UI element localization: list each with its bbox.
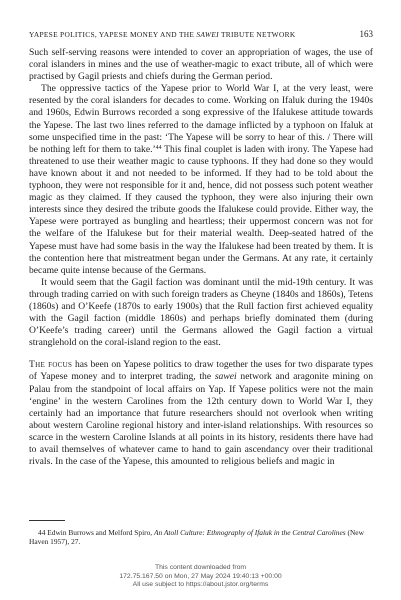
running-header (29, 30, 373, 42)
paragraph: Such self-serving reasons were intended to cover an appropriation of wages, the use of coral islanders in mines and the use of weather-magic to exact tribute, all of which were practised by Gagil priests and chiefs during the German period. (29, 47, 373, 83)
paragraph: The oppressive tactics of the Yapese prior to World War I, at the very least, were resented by the coral islanders for decades to come. Working on Ifaluk during the 1940s and 1960s, Edwin Burrows recorded a song expressive of the Ifalukese attitude towards the Yapese. The last two lines referred to the damage inflicted by a typhoon on Ifaluk at some unspecified time in the past: ‘The Yapese will be sorry to hear of this. / There will be nothing left for them to take.’$^{44}$ This final couplet is laden with irony. The Yapese had threatened to use their weather magic to cause typhoons. If they had done so they would have known about it and not needed to be informed. If they had to be told about the typhoon, they were not responsible for it and, hence, did not possess such potent weather magic as they claimed. If they caused the typhoon, they were also injuring their own interests since they desired the tribute goods the Ifalukese could provide. Either way, the Yapese were portrayed as bungling and heartless; their uppermost concern was not for the welfare of the Ifalukese but for their material wealth. Deep-seated hatred of the Yapese must have had some basis in the way the Ifalukese had been treated by them. It is the contention here that mistreatment began under the Germans. At any rate, it certainly became quite intense because of the Germans. (29, 83, 373, 276)
footnote-divider (29, 520, 65, 521)
body-text (29, 47, 373, 468)
page-number: 163 (359, 29, 373, 39)
paragraph: The focus has been on Yapese politics to draw together the uses for two disparate types of Yapese money and to interpret trading, the sawei network and aragonite mining on Palau from the standpoint of local affairs on Yap. If Yapese politics were not the main ‘engine’ in the western Carolines from the 12th century down to World War I, they certainly had an importance that future researchers should not overlook when writing about western Caroline regional history and inter-island relationships. With resources so scarce in the western Caroline Islands at all points in its history, residents there have had to avail themselves of whatever came to hand to gain ascendancy over their traditional rivals. In the case of the Yapese, this amounted to religious beliefs and magic in (29, 359, 374, 468)
footnote-reference: 44 (155, 144, 162, 151)
running-title: YAPESE POLITICS, YAPESE MONEY AND THE SAWEI TRIBUTE NETWORK (29, 30, 296, 39)
paragraph: It would seem that the Gagil faction was dominant until the mid-19th century. It was through trading carried on with such foreign traders as Cheyne (1840s and 1860s), Tetens (1860s) and O’Keefe (1870s to early 1900s) that the Rull faction first achieved equality with the Gagil faction (middle 1860s) and perhaps briefly dominated them (during O’Keefe’s trading career) until the Germans allowed the Gagil faction a virtual stranglehold on the coral-island region to the east. (29, 276, 373, 349)
footnote: 44 Edwin Burrows and Melford Spiro, An Atoll Culture: Ethnography of Ifaluk in the Central Carolines (New Haven 1957), 27. (29, 528, 364, 547)
jstor-download-notice: This content downloaded from 172.75.167.50 on Mon, 27 May 2024 19:40:13 +00:00 All use subject to https://about.jstor.org/terms (119, 564, 282, 589)
